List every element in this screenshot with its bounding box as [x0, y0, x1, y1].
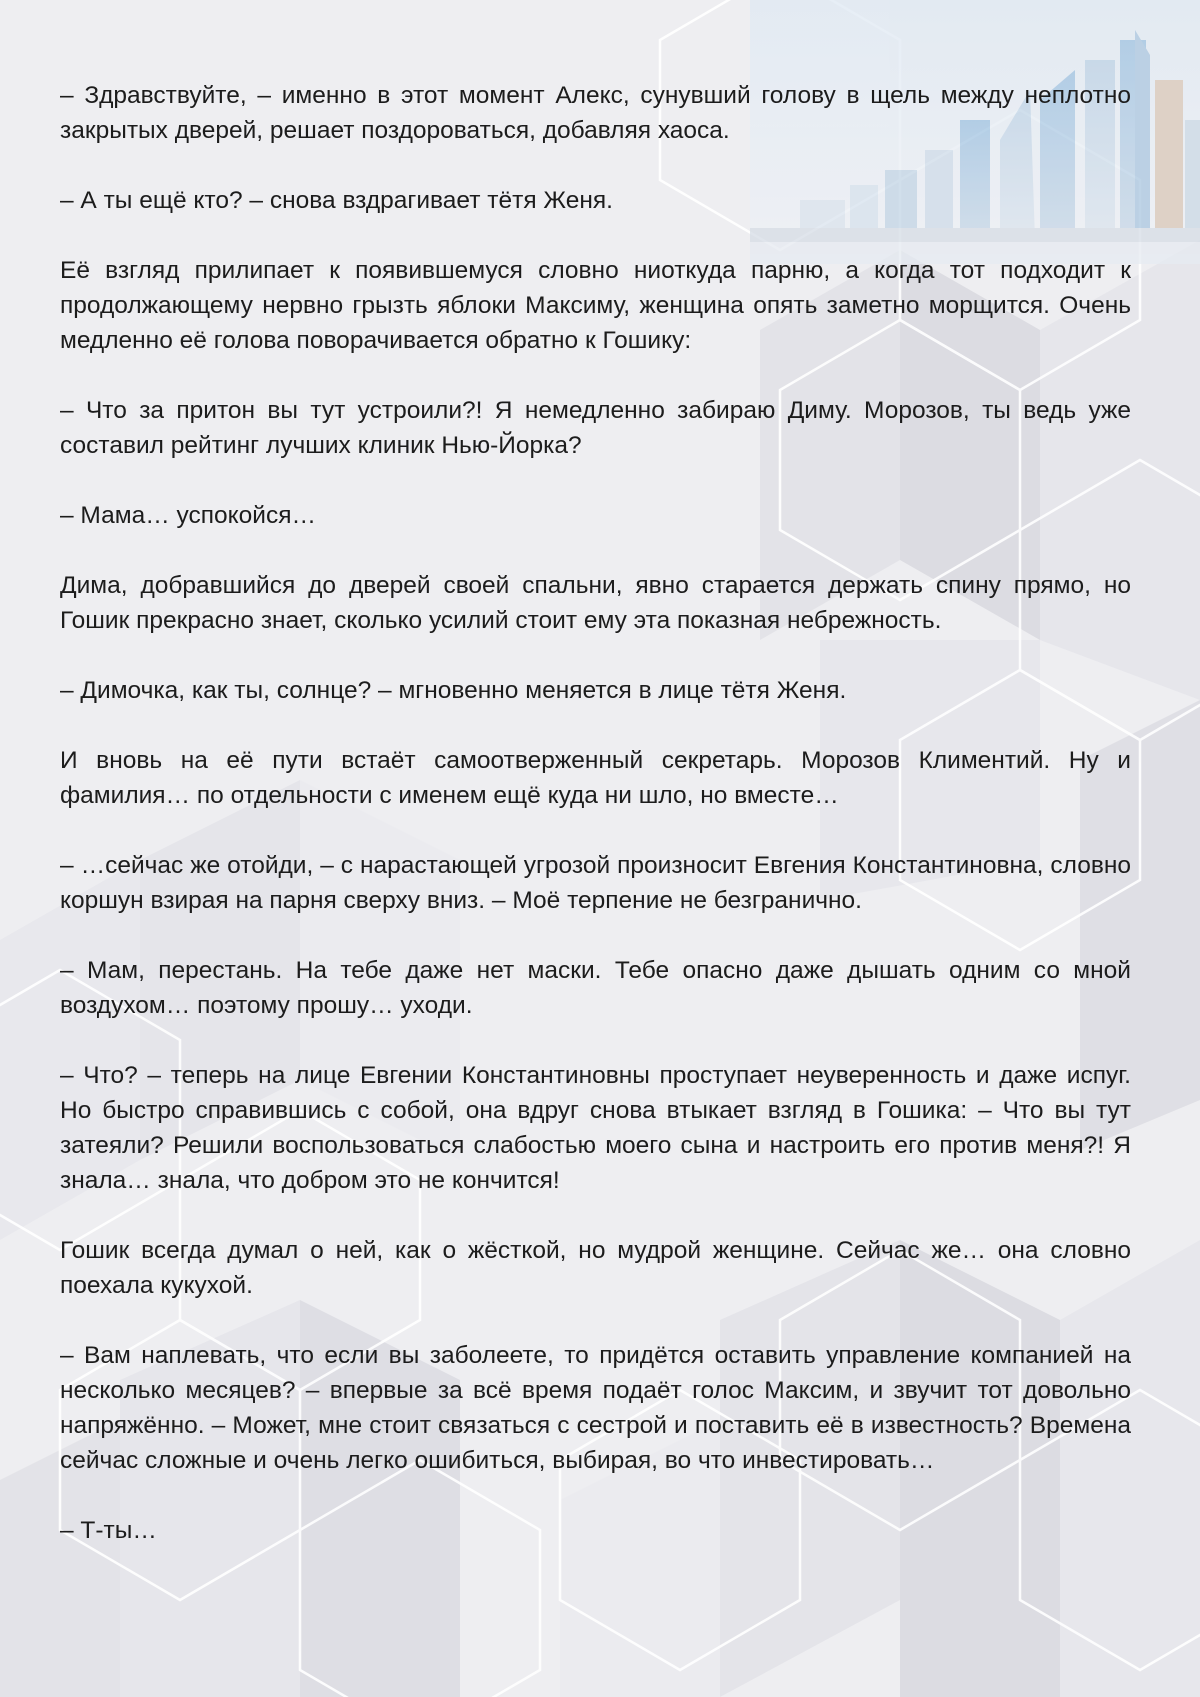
- paragraph: – Здравствуйте, – именно в этот момент Алекс, сунувший голову в щель между неплотно закрытых дверей, решает поздороваться, добавляя хаоса.: [60, 82, 1131, 144]
- paragraph: И вновь на её пути встаёт самоотверженный секретарь. Морозов Климентий. Ну и фамилия… по отдельности с именем ещё куда ни шло, но вместе…: [60, 747, 1131, 809]
- paragraph: Гошик всегда думал о ней, как о жёсткой, но мудрой женщине. Сейчас же… она словно поехала кукухой.: [60, 1237, 1131, 1299]
- paragraph: – …сейчас же отойди, – с нарастающей угрозой произносит Евгения Константиновна, словно коршун взирая на парня сверху вниз. – Моё терпение не безгранично.: [60, 852, 1131, 914]
- page-text: [60, 78, 1131, 1548]
- paragraph: – Мам, перестань. На тебе даже нет маски. Тебе опасно даже дышать одним со мной воздухом… поэтому прошу… уходи.: [60, 957, 1131, 1019]
- paragraph: Дима, добравшийся до дверей своей спальни, явно старается держать спину прямо, но Гошик прекрасно знает, сколько усилий стоит ему эта показная небрежность.: [60, 572, 1131, 634]
- paragraph: – Что за притон вы тут устроили?! Я немедленно забираю Диму. Морозов, ты ведь уже составил рейтинг лучших клиник Нью-Йорка?: [60, 397, 1131, 459]
- paragraph: – Т-ты…: [60, 1517, 157, 1544]
- paragraph: – Димочка, как ты, солнце? – мгновенно меняется в лице тётя Женя.: [60, 677, 847, 704]
- paragraph: – Мама… успокойся…: [60, 502, 316, 529]
- paragraph: – Вам наплевать, что если вы заболеете, то придётся оставить управление компанией на несколько месяцев? – впервые за всё время подаёт голос Максим, и звучит тот довольно напряжённо. – Может, мне стоит связаться с сестрой и поставить её в известность? Времена сейчас сложные и очень легко ошибиться, выбирая, во что инвестировать…: [60, 1342, 1131, 1474]
- paragraph: Её взгляд прилипает к появившемуся словно ниоткуда парню, а когда тот подходит к продолжающему нервно грызть яблоки Максиму, женщина опять заметно морщится. Очень медленно её голова поворачивается обратно к Гошику:: [60, 257, 1131, 354]
- paragraph: – Что? – теперь на лице Евгении Константиновны проступает неуверенность и даже испуг. Но быстро справившись с собой, она вдруг снова втыкает взгляд в Гошика: – Что вы тут затеяли? Решили воспользоваться слабостью моего сына и настроить его против меня?! Я знала… знала, что добром это не кончится!: [60, 1062, 1131, 1194]
- paragraph: – А ты ещё кто? – снова вздрагивает тётя Женя.: [60, 187, 613, 214]
